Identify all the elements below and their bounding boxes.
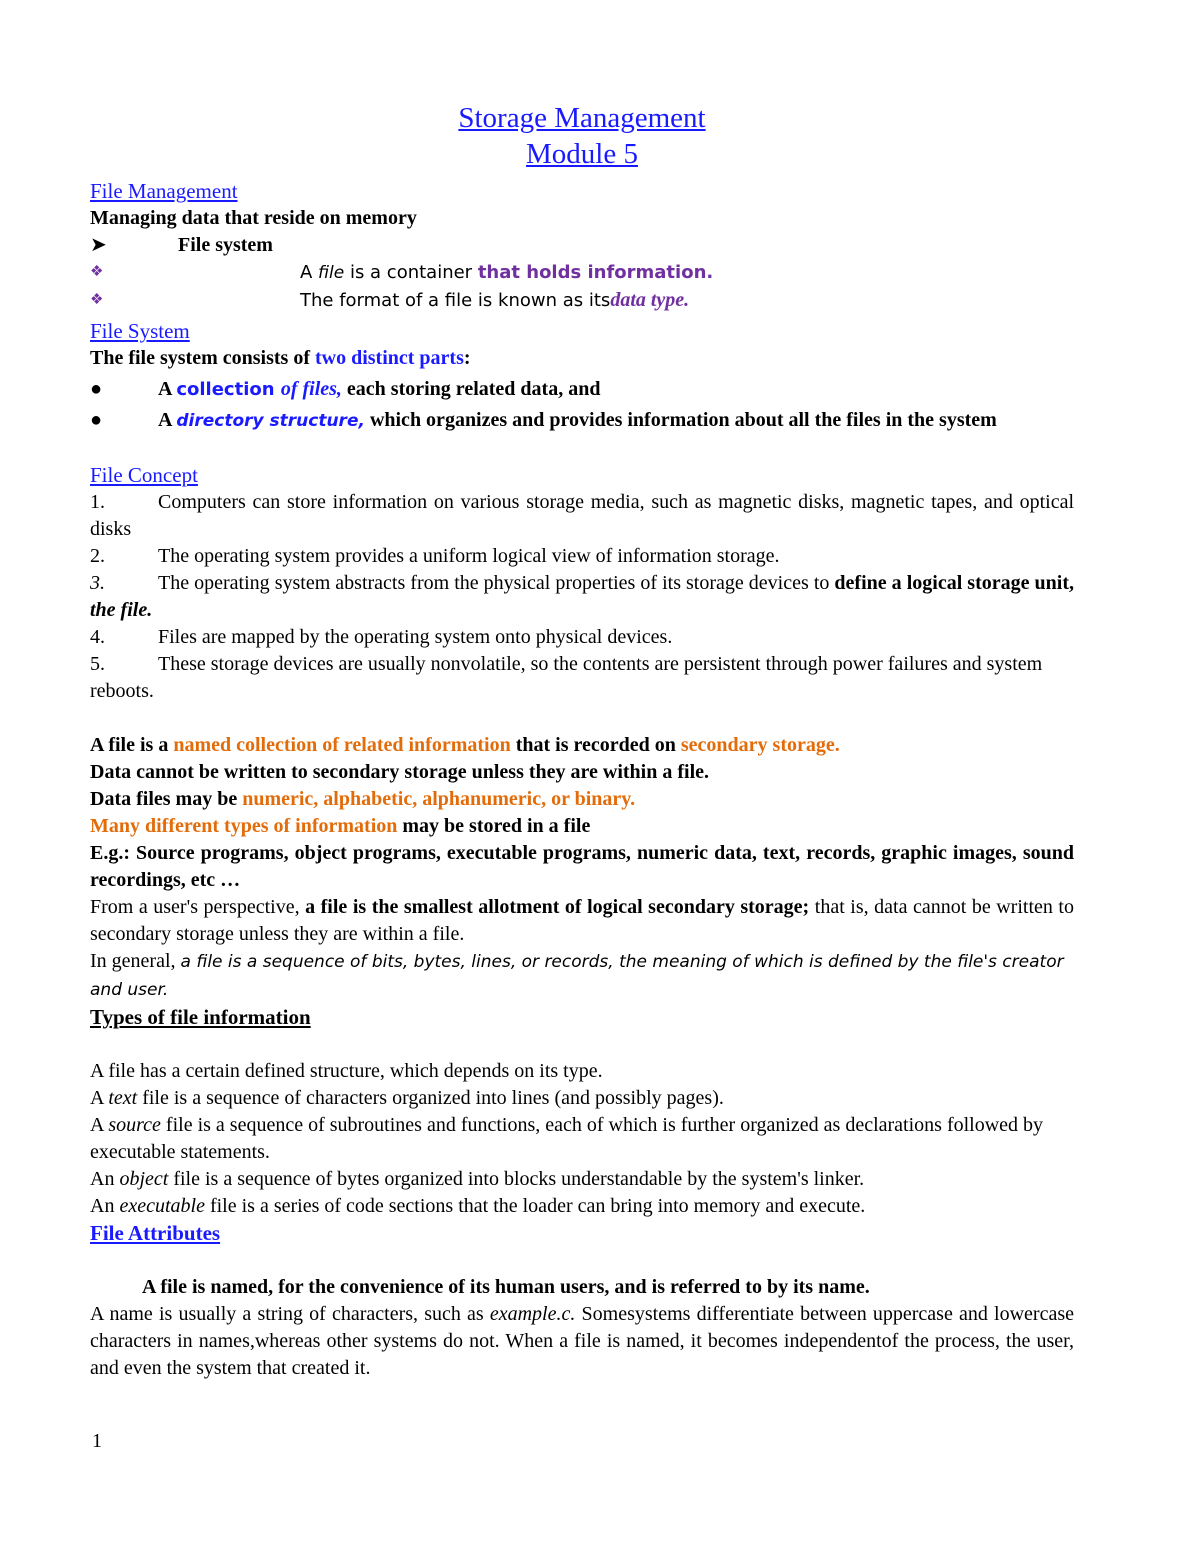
diamond-item-2-text: The format of a file is known as itsdata type. xyxy=(300,289,690,311)
types-line-4: An object file is a sequence of bytes organized into blocks understandable by the system's linker. xyxy=(90,1168,865,1190)
definition-p4: Many different types of information may be stored in a file xyxy=(90,815,591,837)
arrow-item-text: File system xyxy=(178,234,273,256)
attributes-p1: A file is named, for the convenience of its human users, and is referred to by its name. xyxy=(142,1276,870,1298)
diamond-list-item-2 xyxy=(90,287,1074,314)
file-system-bullet-2-text: A directory structure, which organizes and provides information about all the files in the system xyxy=(158,409,997,431)
diamond-bullet-icon: ❖ xyxy=(90,264,104,280)
heading-file-system: File System xyxy=(90,319,190,343)
definition-p1: A file is a named collection of related information that is recorded on secondary storage. xyxy=(90,734,840,756)
file-system-intro: The file system consists of two distinct parts: xyxy=(90,347,471,369)
types-line-5: An executable file is a series of code sections that the loader can bring into memory and execute. xyxy=(90,1195,866,1217)
attributes-p2: A name is usually a string of characters, such as example.c. Somesystems differentiate between uppercase and lowercase characters in names,whereas other systems do not. When a file is named, it becomes independentof the process, the user, and even the system that created it. xyxy=(90,1303,1074,1379)
definition-p5: E.g.: Source programs, object programs, executable programs, numeric data, text, records, graphic images, sound recordings, etc … xyxy=(90,842,1074,891)
dot-bullet-icon: ● xyxy=(90,378,103,400)
arrow-bullet-icon: ➤ xyxy=(90,234,107,256)
file-system-bullet-1: ● A collection of files, each storing related data, and xyxy=(90,376,1074,403)
concept-item-3: 3. The operating system abstracts from the physical properties of its storage devices to define a logical storage unit, the file. xyxy=(90,572,1074,621)
document-title-line2: Module 5 xyxy=(526,138,638,170)
definition-p2: Data cannot be written to secondary storage unless they are within a file. xyxy=(90,761,710,783)
definition-p6: From a user's perspective, a file is the smallest allotment of logical secondary storage; that is, data cannot be written to secondary storage unless they are within a file. xyxy=(90,896,1074,945)
heading-file-attributes: File Attributes xyxy=(90,1221,221,1245)
concept-item-1: 1. Computers can store information on various storage media, such as magnetic disks, magnetic tapes, and optical disks xyxy=(90,491,1074,540)
heading-file-concept: File Concept xyxy=(90,463,198,487)
types-line-3: A source file is a sequence of subroutines and functions, each of which is further organized as declarations followed by executable statements. xyxy=(90,1114,1044,1163)
concept-item-4: 4. Files are mapped by the operating system onto physical devices. xyxy=(90,626,673,648)
file-system-bullet-2 xyxy=(90,407,1074,434)
concept-item-5: 5. These storage devices are usually nonvolatile, so the contents are persistent through power failures and system reboots. xyxy=(90,653,1043,702)
heading-types-of-file-information: Types of file information xyxy=(90,1005,311,1029)
concept-item-2: 2. The operating system provides a uniform logical view of information storage. xyxy=(90,545,780,567)
types-line-2: A text file is a sequence of characters organized into lines (and possibly pages). xyxy=(90,1087,724,1109)
arrow-list-item xyxy=(90,232,1074,259)
page-number: 1 xyxy=(92,1430,102,1452)
diamond-bullet-icon: ❖ xyxy=(90,292,104,308)
document-page xyxy=(90,100,1074,1382)
definition-p7: In general, a file is a sequence of bits, bytes, lines, or records, the meaning of which is defined by the file's creator and user. xyxy=(90,950,1064,1000)
file-management-intro: Managing data that reside on memory xyxy=(90,207,417,229)
dot-bullet-icon: ● xyxy=(90,409,103,431)
heading-file-management: File Management xyxy=(90,179,238,203)
definition-p3: Data files may be numeric, alphabetic, alphanumeric, or binary. xyxy=(90,788,636,810)
diamond-item-1-text: A file is a container that holds information. xyxy=(300,262,714,283)
document-title-line1: Storage Management xyxy=(458,102,706,134)
diamond-list-item-1 xyxy=(90,259,1074,287)
types-line-1: A file has a certain defined structure, which depends on its type. xyxy=(90,1060,603,1082)
